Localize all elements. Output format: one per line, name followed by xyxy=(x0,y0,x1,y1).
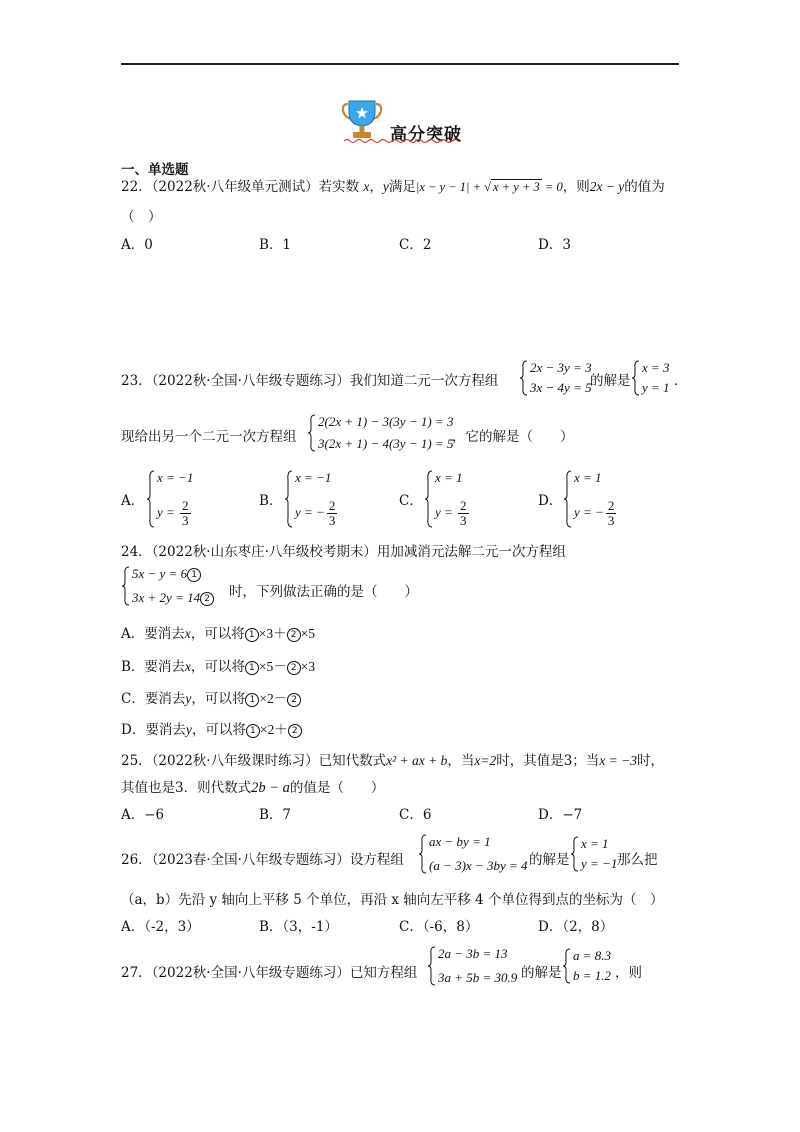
q24-option-a[interactable]: A．要消去x，可以将 1 ×3＋ 2 ×5 xyxy=(121,626,315,642)
q25-option-c[interactable]: C．6 xyxy=(399,807,432,823)
q22-option-c[interactable]: C．2 xyxy=(399,237,432,253)
q27-sol-a: a = 8.3 xyxy=(573,948,612,963)
q24-stem: 24．（2022秋·山东枣庄·八年级校考期末）用加减消元法解二元一次方程组 xyxy=(121,544,566,560)
q27-eq1: 2a − 3b = 13 xyxy=(438,946,508,961)
q26-option-d[interactable]: D．（2，8） xyxy=(538,919,614,935)
q23-option-c[interactable]: x = 1 y = $\frac{2}{3}$ xyxy=(424,470,471,528)
q23-sys2-eq2: 3(2x + 1) − 4(3y − 1) = 5 xyxy=(318,436,454,451)
q23-sys2-eq1: 2(2x + 1) − 3(3y − 1) = 3 xyxy=(318,414,454,429)
q22-paren: （ ） xyxy=(121,209,162,225)
q23-option-c-label[interactable]: C． xyxy=(399,493,423,509)
q25-option-b[interactable]: B．7 xyxy=(259,807,292,823)
q24-eq1: 5x − y = 6 1 xyxy=(132,566,214,582)
q26-system xyxy=(418,834,528,874)
q25-option-a[interactable]: A．−6 xyxy=(121,807,165,823)
q27-eq2: 3a + 5b = 30.9 xyxy=(438,970,518,985)
header-rule xyxy=(121,63,679,65)
q23-option-a[interactable]: x = −1 y = $\frac{2}{3}$ xyxy=(146,470,193,528)
q22-option-a[interactable]: A．0 xyxy=(121,237,153,253)
q24-option-b[interactable]: B．要消去x，可以将 1 ×5－ 2 ×3 xyxy=(121,659,316,675)
q22-stem: 22．（2022秋·八年级单元测试）若实数 x，y满足|x − y − 1| + √ x + y + 3 = 0，则2x − y的值为 xyxy=(121,179,665,195)
q23-option-d[interactable]: x = 1 y = − $\frac{2}{3}$ xyxy=(563,470,618,528)
q23-line2a: 现给出另一个二元一次方程组 xyxy=(121,429,297,445)
q26-eq2: (a − 3)x − 3by = 4 xyxy=(429,858,528,873)
q23-system1 xyxy=(519,360,592,396)
q27-sol-b: b = 1.2 xyxy=(573,968,612,983)
q23-sys1-eq2: 3x − 4y = 5 xyxy=(530,380,592,395)
q23-sol1-x: x = 3 xyxy=(642,360,670,375)
q26-option-a[interactable]: A．（-2，3） xyxy=(121,919,200,935)
q27-system xyxy=(427,946,517,986)
q24-option-d[interactable]: D．要消去y，可以将 1 ×2＋ 2 xyxy=(121,721,302,739)
q23-solution1 xyxy=(631,360,670,396)
q26-sol-x: x = 1 xyxy=(581,836,609,851)
q23-stem: 23．（2022秋·全国·八年级专题练习）我们知道二元一次方程组 xyxy=(121,373,499,389)
q23-sys1-eq1: 2x − 3y = 3 xyxy=(530,360,592,375)
q24-system xyxy=(121,566,214,606)
q24-option-c[interactable]: C．要消去y，可以将 1 ×2－ 2 xyxy=(121,690,301,708)
q27-mid: 的解是 xyxy=(521,965,562,981)
q25-stem: 25．（2022秋·八年级课时练习）已知代数式x² + ax + b，当x=2时，其值是3；当x = −3时， xyxy=(121,753,665,769)
q27-stem: 27．（2022秋·全国·八年级专题练习）已知方程组 xyxy=(121,965,418,981)
q26-line2: （a，b）先沿 y 轴向上平移 5 个单位，再沿 x 轴向左平移 4 个单位得到点的坐标为（ ） xyxy=(121,892,664,908)
q25-option-d[interactable]: D．−7 xyxy=(538,807,583,823)
banner-title: 高分突破 xyxy=(390,125,462,145)
q27-end: ，则 xyxy=(615,965,642,981)
section-heading: 一、单选题 xyxy=(121,162,189,178)
q24-eq2: 3x + 2y = 14 2 xyxy=(132,590,214,606)
q22-option-d[interactable]: D．3 xyxy=(538,237,571,253)
q26-sol-y: y = −1 xyxy=(581,856,618,871)
q26-option-c[interactable]: C．（-6，8） xyxy=(399,919,479,935)
q23-system2 xyxy=(307,414,453,452)
q26-stem: 26．（2023春·全国·八年级专题练习）设方程组 xyxy=(121,852,404,868)
q26-option-b[interactable]: B．（3，-1） xyxy=(259,919,338,935)
q23-line2b: ，它的解是（ ） xyxy=(452,429,574,445)
wavy-underline xyxy=(344,138,460,144)
q26-end: 那么把 xyxy=(617,852,658,868)
q23-sol1-y: y = 1 xyxy=(642,380,670,395)
q22-option-b[interactable]: B．1 xyxy=(259,237,292,253)
q23-mid: 的解是 xyxy=(590,373,631,389)
q23-option-a-label[interactable]: A． xyxy=(121,493,145,509)
q26-eq1: ax − by = 1 xyxy=(429,834,491,849)
q23-end: ． xyxy=(674,373,688,389)
q26-mid: 的解是 xyxy=(529,852,570,868)
q27-solution xyxy=(562,948,611,984)
q25-line2: 其值也是3．则代数式2b − a的值是（ ） xyxy=(121,780,385,796)
q23-option-b[interactable]: x = −1 y = − $\frac{2}{3}$ xyxy=(284,470,339,528)
trophy-icon xyxy=(340,98,384,142)
q23-option-b-label[interactable]: B． xyxy=(259,493,283,509)
q26-solution xyxy=(570,836,617,872)
q24-tail: 时，下列做法正确的是（ ） xyxy=(229,584,418,600)
q23-option-d-label[interactable]: D． xyxy=(538,493,563,509)
